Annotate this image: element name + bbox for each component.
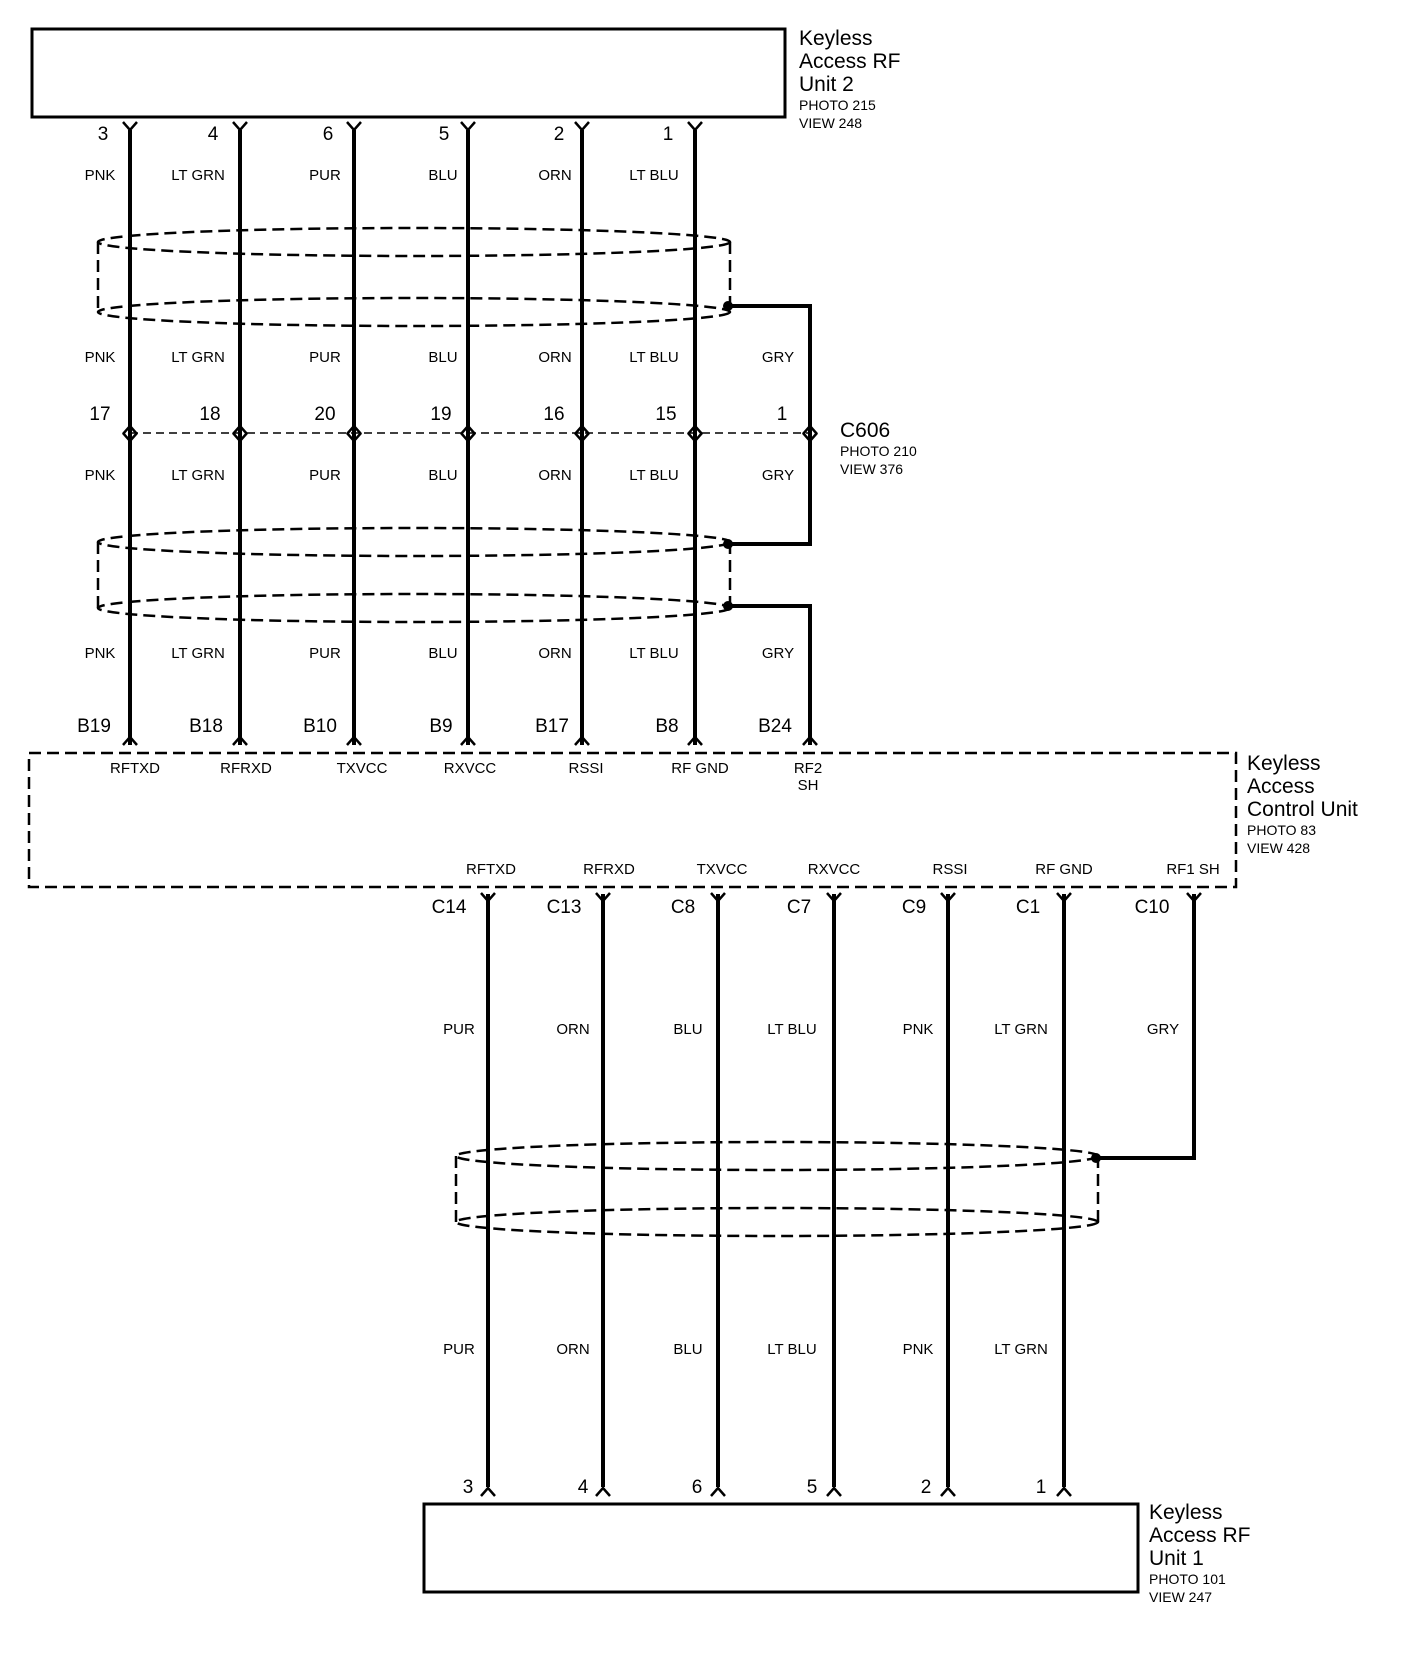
wire-color-label: PNK: [84, 645, 116, 662]
wire-color-label: LT BLU: [767, 1021, 817, 1038]
unit1-pin-number: 5: [806, 1477, 818, 1498]
wire-color-label: LT BLU: [629, 467, 679, 484]
wire-color-label: PUR: [309, 349, 341, 366]
unit2-pin-number: 1: [662, 124, 674, 145]
rf_unit_1-title: Unit 1: [1149, 1547, 1204, 1570]
wire-color-label: PUR: [309, 167, 341, 184]
drain-color-label: GRY: [761, 645, 795, 662]
control-terminal-label: RF2: [793, 760, 823, 777]
control_unit-title: Keyless: [1247, 752, 1321, 775]
c606-pin-number: 15: [655, 404, 677, 425]
control-pin-number: B8: [655, 716, 679, 737]
unit2-pin-number: 3: [97, 124, 109, 145]
shield-upper-1-bottom: [98, 298, 730, 326]
wire-color-label: ORN: [538, 645, 572, 662]
control_unit-title: Access: [1247, 775, 1315, 798]
control-terminal-label: RFRXD: [583, 861, 635, 878]
shield-upper-2: [98, 528, 730, 622]
wire-color-label: PNK: [84, 467, 116, 484]
wire-color-label: PNK: [902, 1341, 934, 1358]
control-terminal-label: TXVCC: [696, 861, 748, 878]
wire-color-label: LT GRN: [171, 467, 225, 484]
shield-lower-top: [456, 1142, 1098, 1170]
control-terminal-label: SH: [797, 777, 819, 794]
shield-drain-dot-3: [723, 601, 733, 611]
shield-upper-1: [98, 228, 730, 326]
control_unit-view: VIEW 428: [1247, 840, 1311, 856]
control-pin-number: B17: [535, 716, 569, 737]
wire-color-label: ORN: [538, 349, 572, 366]
unit2-pin-fork-0: [123, 122, 137, 130]
control-terminal-label: RFTXD: [466, 861, 516, 878]
rf_unit_1-photo: PHOTO 101: [1149, 1571, 1226, 1587]
shield-drain-dot-2: [723, 539, 733, 549]
unit1-pin-fork-4: [941, 1488, 955, 1496]
control-pin-number: C14: [431, 897, 467, 918]
rf_unit_2-view: VIEW 248: [799, 115, 863, 131]
control-pin-number: C7: [786, 897, 812, 918]
drain-color-label: GRY: [761, 467, 795, 484]
rf_unit_2-title: Keyless: [799, 27, 873, 50]
wire-color-label: LT GRN: [171, 349, 225, 366]
unit2-pin-fork-5: [688, 122, 702, 130]
rf_unit_1-title: Access RF: [1149, 1524, 1251, 1547]
wire-color-label: LT GRN: [994, 1021, 1048, 1038]
control-terminal-label: RF GND: [671, 760, 729, 777]
unit2-pin-fork-2: [347, 122, 361, 130]
c606-view: VIEW 376: [840, 461, 904, 477]
wire-color-label: PNK: [84, 167, 116, 184]
rf-unit-2-box: [32, 29, 785, 117]
control-terminal-label: RF1 SH: [1166, 861, 1220, 878]
unit1-pin-fork-0: [481, 1488, 495, 1496]
unit1-pin-fork-1: [596, 1488, 610, 1496]
wire-color-label: ORN: [556, 1341, 590, 1358]
wire-color-label: LT GRN: [171, 167, 225, 184]
shield-upper-1-top: [98, 228, 730, 256]
rf_unit_2-photo: PHOTO 215: [799, 97, 876, 113]
wire-color-label: LT BLU: [767, 1341, 817, 1358]
control-terminal-label: RXVCC: [807, 861, 861, 878]
unit2-pin-number: 5: [438, 124, 450, 145]
control_unit-title: Control Unit: [1247, 798, 1358, 821]
control-terminal-label: RFRXD: [220, 760, 272, 777]
wire-color-label: BLU: [428, 467, 458, 484]
control-pin-number: B9: [429, 716, 453, 737]
c606-pin-number: 18: [199, 404, 221, 425]
unit1-pin-fork-2: [711, 1488, 725, 1496]
unit2-pin-fork-3: [461, 122, 475, 130]
unit2-pin-number: 2: [553, 124, 565, 145]
c606-pin-number: 16: [543, 404, 565, 425]
control-pin-number: C13: [546, 897, 582, 918]
control-pin-number: B19: [77, 716, 111, 737]
shield-drain-dot-1: [723, 301, 733, 311]
unit1-pin-fork-3: [827, 1488, 841, 1496]
c606-pin-number: 1: [776, 404, 788, 425]
unit1-pin-number: 2: [920, 1477, 932, 1498]
control-pin-number: C10: [1134, 897, 1170, 918]
control-pin-number: B10: [303, 716, 337, 737]
control-pin-number: B24: [758, 716, 792, 737]
control_unit-photo: PHOTO 83: [1247, 822, 1316, 838]
shield-upper-2-top: [98, 528, 730, 556]
control-pin-number: C8: [670, 897, 696, 918]
c606-photo: PHOTO 210: [840, 443, 917, 459]
rf_unit_1-view: VIEW 247: [1149, 1589, 1213, 1605]
wire-color-label: LT BLU: [629, 349, 679, 366]
wire-color-label: PUR: [309, 645, 341, 662]
c606-pin-number: 17: [89, 404, 111, 425]
unit1-pin-number: 3: [462, 1477, 474, 1498]
c606-pin-number: 19: [430, 404, 452, 425]
c606-pin-number: 20: [314, 404, 336, 425]
unit1-pin-number: 6: [691, 1477, 703, 1498]
wire-color-label: PUR: [443, 1021, 475, 1038]
wire-color-label: ORN: [538, 467, 572, 484]
rf_unit_2-title: Unit 2: [799, 73, 854, 96]
wire-color-label: PNK: [84, 349, 116, 366]
shield-lower: [456, 1142, 1098, 1236]
control-terminal-label: RXVCC: [443, 760, 497, 777]
wire-color-label: PNK: [902, 1021, 934, 1038]
wire-color-label: GRY: [1146, 1021, 1180, 1038]
rf_unit_1-title: Keyless: [1149, 1501, 1223, 1524]
drain-color-label: GRY: [761, 349, 795, 366]
shield-drain-dot-4: [1091, 1153, 1101, 1163]
control-terminal-label: RF GND: [1035, 861, 1093, 878]
wire-color-label: PUR: [443, 1341, 475, 1358]
wire-color-label: BLU: [428, 645, 458, 662]
unit1-pin-fork-5: [1057, 1488, 1071, 1496]
unit1-pin-number: 4: [577, 1477, 589, 1498]
c606-title: C606: [840, 419, 891, 442]
control-pin-number: C1: [1015, 897, 1041, 918]
unit1-pin-number: 1: [1035, 1477, 1047, 1498]
drain-wire-c10: [1096, 894, 1194, 1158]
control-pin-number: C9: [901, 897, 927, 918]
shield-lower-bottom: [456, 1208, 1098, 1236]
wire-color-label: BLU: [428, 349, 458, 366]
wire-color-label: LT BLU: [629, 645, 679, 662]
wire-color-label: LT GRN: [171, 645, 225, 662]
wire-color-label: PUR: [309, 467, 341, 484]
unit2-pin-number: 4: [207, 124, 219, 145]
control-terminal-label: RSSI: [568, 760, 604, 777]
wire-color-label: BLU: [673, 1341, 703, 1358]
control-terminal-label: TXVCC: [336, 760, 388, 777]
wire-color-label: ORN: [556, 1021, 590, 1038]
wire-color-label: LT BLU: [629, 167, 679, 184]
unit2-pin-fork-1: [233, 122, 247, 130]
wire-color-label: BLU: [673, 1021, 703, 1038]
control-terminal-label: RSSI: [932, 861, 968, 878]
unit2-pin-fork-4: [575, 122, 589, 130]
wire-color-label: LT GRN: [994, 1341, 1048, 1358]
control-terminal-label: RFTXD: [110, 760, 160, 777]
rf_unit_2-title: Access RF: [799, 50, 901, 73]
shield-upper-2-bottom: [98, 594, 730, 622]
wire-color-label: ORN: [538, 167, 572, 184]
control-pin-number: B18: [189, 716, 223, 737]
rf-unit-1-box: [424, 1504, 1138, 1592]
unit2-pin-number: 6: [322, 124, 334, 145]
wire-color-label: BLU: [428, 167, 458, 184]
drain-wire-c606: [730, 306, 810, 544]
